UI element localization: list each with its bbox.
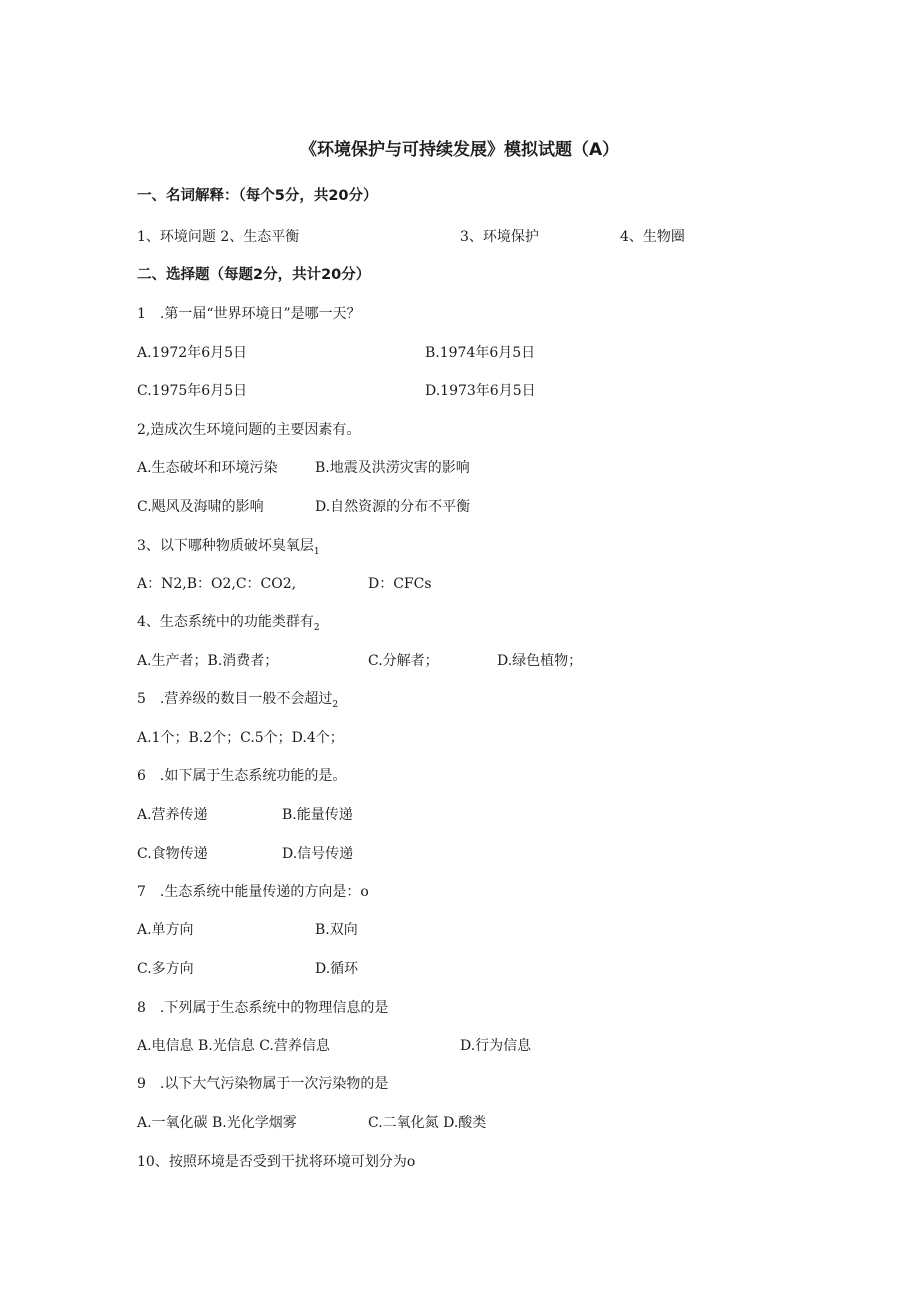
question-6: 6 .如下属于生态系统功能的是。 [137, 768, 347, 784]
option: D：CFCs [368, 576, 432, 592]
option: A：N2,B：O2,C：CO2, [137, 576, 297, 592]
option: D.绿色植物； [497, 653, 583, 669]
option: C.分解者； [368, 653, 439, 669]
option: C.二氧化氮 D.酸类 [368, 1115, 487, 1131]
question-9: 9 .以下大气污染物属于一次污染物的是 [137, 1076, 389, 1092]
option: A.1个；B.2个；C.5个；D.4个； [137, 730, 344, 746]
term-item: 4、生物圈 [620, 229, 685, 245]
page-title: 《环境保护与可持续发展》模拟试题（A） [300, 140, 620, 160]
option: A.1972年6月5日 [137, 345, 248, 361]
option: A.单方向 [137, 922, 194, 938]
option: A.生态破坏和环境污染 [137, 460, 278, 476]
option: A.生产者；B.消费者； [137, 653, 279, 669]
question-mark: 1 [313, 547, 320, 557]
option: C.1975年6月5日 [137, 383, 248, 399]
question-7: 7 .生态系统中能量传递的方向是：o [137, 884, 369, 900]
option: A.营养传递 [137, 807, 208, 823]
option: A.一氧化碳 B.光化学烟雾 [137, 1115, 297, 1131]
option: D.循环 [315, 961, 359, 977]
question-text: 3、以下哪种物质破坏臭氧层 [137, 538, 314, 554]
question-1: 1 .第一届“世界环境日”是哪一天？ [137, 306, 361, 322]
option: B.1974年6月5日 [425, 345, 536, 361]
option: C.多方向 [137, 961, 194, 977]
option: A.电信息 B.光信息 C.营养信息 [137, 1038, 330, 1054]
question-10: 10、按照环境是否受到干扰将环境可划分为o [137, 1154, 416, 1170]
option: B.双向 [315, 922, 358, 938]
option: D.信号传递 [282, 846, 354, 862]
option: C.飓风及海啸的影响 [137, 499, 264, 515]
question-2: 2,造成次生环境问题的主要因素有。 [137, 422, 361, 438]
option: D.行为信息 [460, 1038, 532, 1054]
option: C.食物传递 [137, 846, 208, 862]
section1-heading: 一、名词解释：（每个5分，共20分） [137, 188, 378, 204]
question-mark: 2 [332, 700, 339, 710]
term-item: 3、环境保护 [460, 229, 539, 245]
option: B.地震及洪涝灾害的影响 [315, 460, 470, 476]
option: D.1973年6月5日 [425, 383, 536, 399]
question-text: 4、生态系统中的功能类群有 [137, 614, 314, 630]
option: B.能量传递 [282, 807, 353, 823]
question-mark: 2 [313, 623, 320, 633]
option: D.自然资源的分布不平衡 [315, 499, 471, 515]
question-3 [137, 536, 320, 562]
section2-heading: 二、选择题（每题2分，共计20分） [137, 267, 371, 283]
term-item: 1、环境问题 2、生态平衡 [137, 229, 300, 245]
question-4 [137, 612, 320, 638]
question-text: 5 .营养级的数目一般不会超过 [137, 691, 333, 707]
question-8: 8 .下列属于生态系统中的物理信息的是 [137, 1000, 389, 1016]
question-5 [137, 689, 338, 715]
